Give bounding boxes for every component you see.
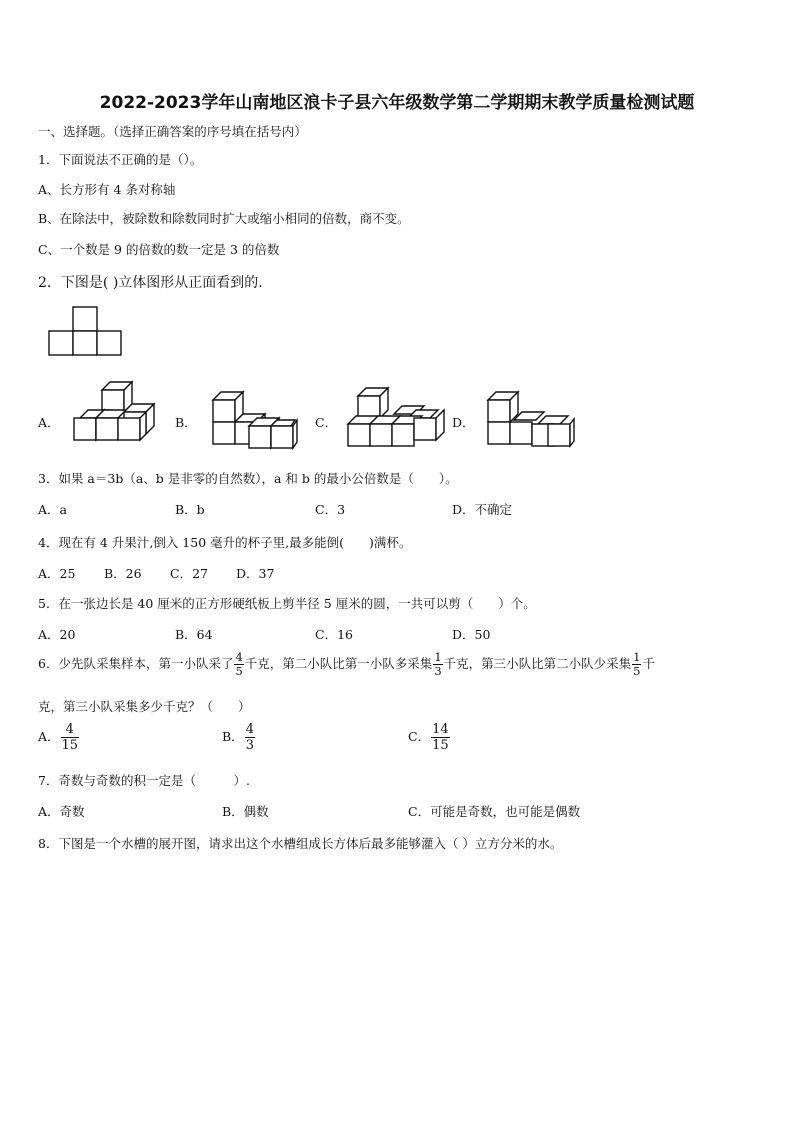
q6-option-c[interactable] [408, 722, 451, 753]
q6-text-4: 千 [642, 656, 655, 671]
q4-option-d[interactable]: D．37 [236, 566, 275, 581]
q1-option-c[interactable]: C、一个数是 9 的倍数的数一定是 3 的倍数 [38, 242, 280, 257]
q3-stem: 3．如果 a＝3b（a、b 是非零的自然数），a 和 b 的最小公倍数是（ ）。 [38, 471, 458, 486]
q6-option-b-den: 3 [245, 738, 254, 753]
q6-f3-num: 1 [633, 650, 641, 664]
q3-option-c[interactable]: C．3 [315, 502, 346, 517]
q6-option-a-label: A． [38, 729, 60, 744]
q6-text-2: 千克，第二小队比第一小队多采集 [244, 656, 433, 671]
q5-option-d[interactable]: D．50 [452, 627, 491, 642]
q1-stem: 1．下面说法不正确的是（）。 [38, 152, 203, 167]
q2-figure-a [72, 388, 162, 450]
q2-option-c[interactable]: C． [315, 415, 338, 430]
q6-fraction-1 [234, 651, 243, 678]
q6-option-c-label: C． [408, 729, 431, 744]
q8-stem: 8．下图是一个水槽的展开图，请求出这个水槽组成长方体后最多能够灌入（ ）立方分米的水。 [38, 836, 563, 851]
q7-option-c[interactable]: C．可能是奇数，也可能是偶数 [408, 804, 581, 819]
q6-f1-den: 5 [235, 664, 243, 678]
q6-text-1: 6．少先队采集样本，第一小队采了 [38, 656, 234, 671]
q3-option-d[interactable]: D．不确定 [452, 502, 513, 517]
q6-option-b[interactable] [222, 722, 256, 753]
q3-option-b[interactable]: B．b [175, 502, 205, 517]
q2-option-b[interactable]: B． [175, 415, 197, 430]
q2-figure-c [346, 388, 446, 452]
q6-f2-num: 1 [434, 650, 442, 664]
q6-text-3: 千克，第三小队比第二小队少采集 [443, 656, 632, 671]
q1-option-b[interactable]: B、在除法中，被除数和除数同时扩大或缩小相同的倍数，商不变。 [38, 211, 410, 226]
q3-option-a[interactable]: A．a [38, 502, 67, 517]
q2-option-a[interactable]: A． [38, 415, 60, 430]
section-heading: 一、选择题。（选择正确答案的序号填在括号内） [38, 124, 307, 139]
q6-fraction-2 [433, 651, 442, 678]
q4-option-b[interactable]: B．26 [104, 566, 142, 581]
q7-option-b[interactable]: B．偶数 [222, 804, 269, 819]
q6-option-a-fraction [61, 722, 80, 753]
q6-option-a-num: 4 [61, 722, 80, 738]
q6-f1-num: 4 [235, 650, 243, 664]
q2-figure-d [486, 392, 578, 452]
q6-option-a-den: 15 [61, 738, 79, 753]
q6-option-c-den: 15 [432, 738, 449, 753]
q5-stem: 5．在一张边长是 40 厘米的正方形硬纸板上剪半径 5 厘米的圆，一共可以剪（ ）个。 [38, 596, 536, 611]
q6-stem-line1 [38, 651, 655, 678]
q6-f2-den: 3 [434, 664, 442, 678]
q5-option-c[interactable]: C．16 [315, 627, 353, 642]
q5-option-a[interactable]: A．20 [38, 627, 76, 642]
q5-option-b[interactable]: B．64 [175, 627, 213, 642]
q6-option-c-fraction [431, 722, 450, 753]
q6-option-b-num: 4 [245, 722, 254, 737]
q7-stem: 7．奇数与奇数的积一定是（ ）. [38, 773, 250, 788]
q2-stem: 2．下图是( )立体图形从正面看到的． [38, 275, 273, 291]
q4-option-c[interactable]: C．27 [170, 566, 208, 581]
q4-option-a[interactable]: A．25 [38, 566, 76, 581]
q2-figure-b [211, 392, 297, 450]
q2-option-d[interactable]: D． [452, 415, 475, 430]
q6-option-a[interactable] [38, 722, 80, 753]
q6-stem-line2: 克，第三小队采集多少千克？（ ） [38, 699, 251, 714]
q6-option-b-fraction [245, 722, 255, 753]
q6-option-c-num: 14 [432, 722, 449, 737]
q1-option-a[interactable]: A、长方形有 4 条对称轴 [38, 182, 176, 197]
front-view-figure [48, 307, 122, 357]
q6-f3-den: 5 [633, 664, 641, 678]
q7-option-a[interactable]: A．奇数 [38, 804, 85, 819]
q6-option-b-label: B． [222, 729, 244, 744]
q4-stem: 4．现在有 4 升果汁,倒入 150 毫升的杯子里,最多能倒( )满杯。 [38, 535, 412, 550]
q6-fraction-3 [632, 651, 641, 678]
page-title: 2022-2023学年山南地区浪卡子县六年级数学第二学期期末教学质量检测试题 [99, 93, 695, 113]
